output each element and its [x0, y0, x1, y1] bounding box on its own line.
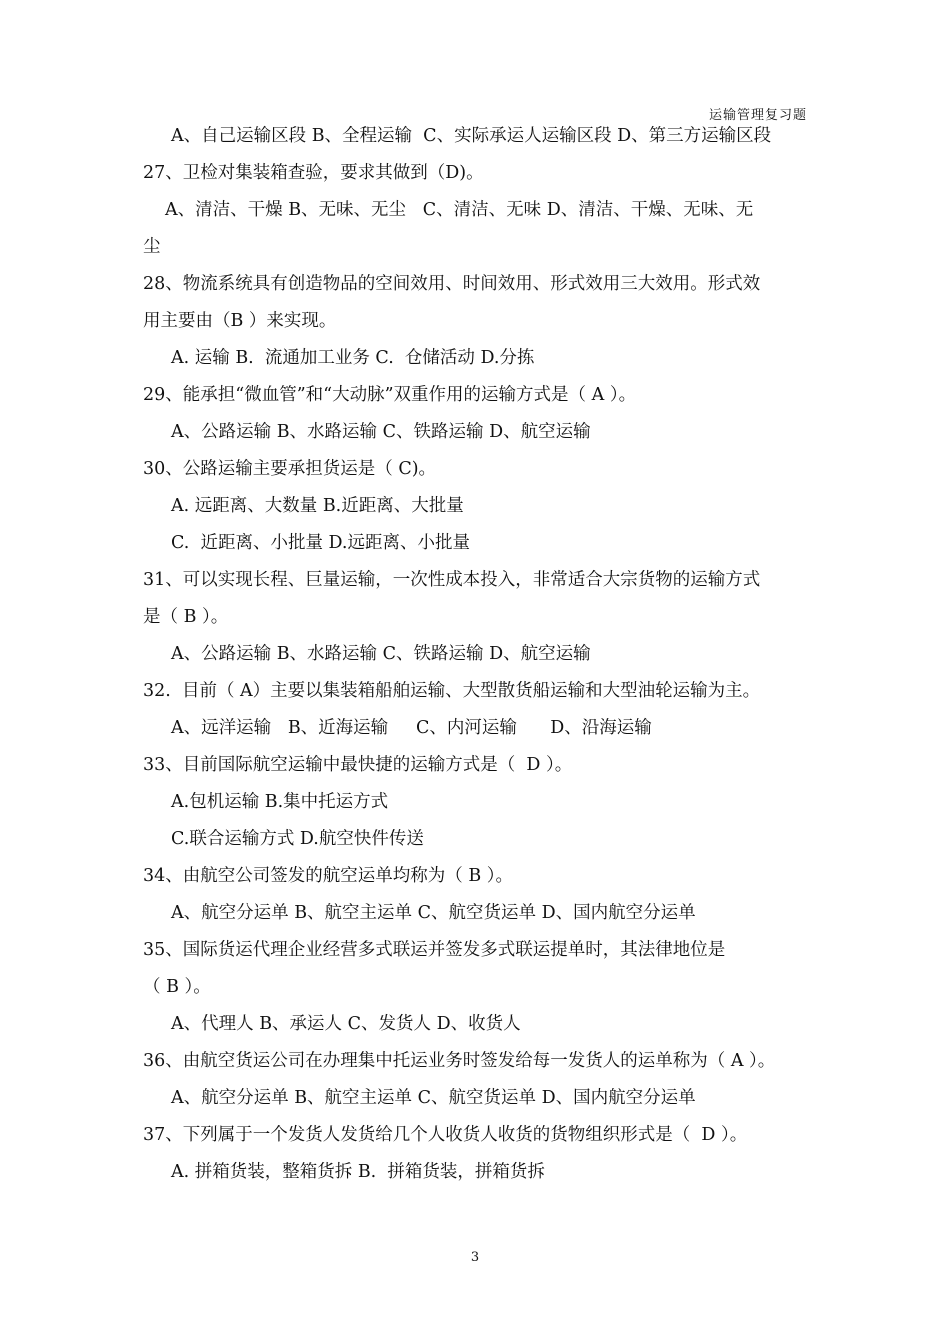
question-line: 28、物流系统具有创造物品的空间效用、时间效用、形式效用三大效用。形式效 — [143, 274, 761, 294]
question-line-continued: 用主要由（B ）来实现。 — [143, 311, 337, 331]
option-line: A、航空分运单 B、航空主运单 C、航空货运单 D、国内航空分运单 — [171, 1088, 696, 1108]
option-line: A、公路运输 B、水路运输 C、铁路运输 D、航空运输 — [171, 422, 591, 442]
option-line: A、自己运输区段 B、全程运输 C、实际承运人运输区段 D、第三方运输区段 — [171, 126, 772, 146]
option-line: A、公路运输 B、水路运输 C、铁路运输 D、航空运输 — [171, 644, 591, 664]
question-line: 34、由航空公司签发的航空运单均称为（ B ）。 — [143, 866, 514, 886]
question-line: 35、国际货运代理企业经营多式联运并签发多式联运提单时，其法律地位是 — [143, 940, 726, 960]
option-line: A.包机运输 B.集中托运方式 — [171, 792, 389, 812]
question-line: 32. 目前（ A）主要以集装箱船舶运输、大型散货船运输和大型油轮运输为主。 — [143, 681, 761, 701]
question-line: 31、可以实现长程、巨量运输，一次性成本投入，非常适合大宗货物的运输方式 — [143, 570, 761, 590]
page-header-title: 运输管理复习题 — [708, 108, 807, 123]
question-line: 33、目前国际航空运输中最快捷的运输方式是（ D ）。 — [143, 755, 573, 775]
question-line-continued: 是（ B ）。 — [143, 607, 229, 627]
question-line: 29、能承担“微血管”和“大动脉”双重作用的运输方式是（ A ）。 — [143, 385, 637, 405]
option-line: A、清洁、干燥 B、无味、无尘 C、清洁、无味 D、清洁、干燥、无味、无 — [165, 200, 754, 220]
option-line: A. 远距离、大数量 B.近距离、大批量 — [171, 496, 464, 516]
question-line: 30、公路运输主要承担货运是（ C)。 — [143, 459, 437, 479]
option-line: C.联合运输方式 D.航空快件传送 — [171, 829, 424, 849]
page-number: 3 — [470, 1250, 480, 1265]
option-line: A、航空分运单 B、航空主运单 C、航空货运单 D、国内航空分运单 — [171, 903, 696, 923]
question-line: 37、下列属于一个发货人发货给几个人收货人收货的货物组织形式是（ D ）。 — [143, 1125, 748, 1145]
document-body — [143, 118, 813, 1191]
option-line: A、代理人 B、承运人 C、发货人 D、收货人 — [171, 1014, 521, 1034]
option-line: A. 运输 B. 流通加工业务 C. 仓储活动 D.分拣 — [171, 348, 535, 368]
option-line: A. 拼箱货装，整箱货拆 B. 拼箱货装，拼箱货拆 — [171, 1162, 545, 1182]
question-line-continued: （ B ）。 — [143, 977, 211, 997]
question-line: 27、卫检对集装箱查验，要求其做到（D)。 — [143, 163, 484, 183]
option-line-continued: 尘 — [143, 237, 161, 257]
question-line: 36、由航空货运公司在办理集中托运业务时签发给每一发货人的运单称为（ A ）。 — [143, 1051, 776, 1071]
option-line: A、远洋运输 B、近海运输 C、内河运输 D、沿海运输 — [171, 718, 652, 738]
option-line: C. 近距离、小批量 D.远距离、小批量 — [171, 533, 470, 553]
